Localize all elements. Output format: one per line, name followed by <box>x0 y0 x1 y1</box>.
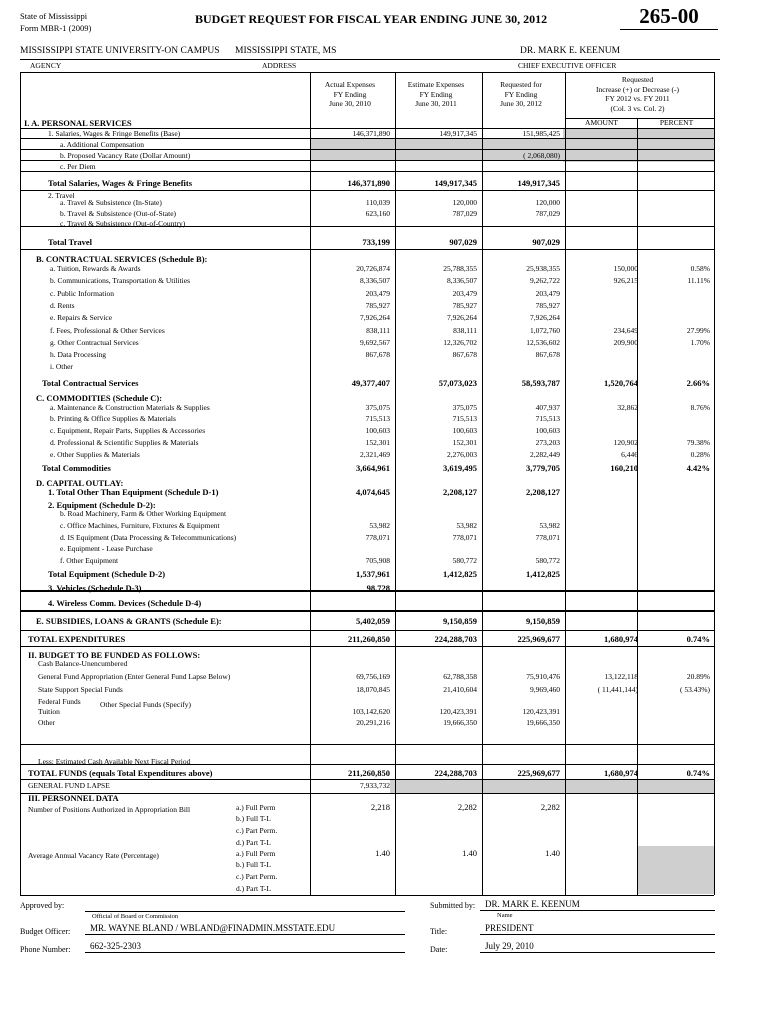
cell-value[interactable]: 2,208,127 <box>443 487 477 497</box>
cell-value[interactable]: 32,862 <box>617 403 638 412</box>
cell-value[interactable]: 7,926,264 <box>360 313 390 322</box>
budget-officer-value[interactable]: MR. WAYNE BLAND / WBLAND@FINADMIN.MSSTATE.EDU <box>90 923 336 933</box>
table-row <box>20 414 714 424</box>
row-label: Cash Balance-Unencumbered <box>38 659 128 668</box>
table-row <box>20 450 714 460</box>
cell-value[interactable]: 1,412,825 <box>443 569 477 579</box>
personnel-value[interactable]: 1.40 <box>545 848 560 858</box>
cell-value[interactable]: 0.58% <box>690 264 710 273</box>
cell-value[interactable]: 12,536,602 <box>526 338 560 347</box>
table-row <box>20 393 714 403</box>
row-label: b. Printing & Office Supplies & Materials <box>50 414 176 423</box>
table-rule <box>20 779 714 780</box>
row-label: Total Commodities <box>42 463 111 473</box>
cell-value[interactable]: 149,917,345 <box>434 178 477 188</box>
cell-value[interactable]: 20,291,216 <box>356 718 390 727</box>
cell-value[interactable]: 3,619,495 <box>443 463 477 473</box>
row-label: b. Road Machinery, Farm & Other Working Equipment <box>60 509 227 518</box>
cell-value[interactable]: 8.76% <box>690 403 710 412</box>
cell-value[interactable]: 120,902 <box>613 438 638 447</box>
cell-value[interactable]: 580,772 <box>535 556 560 565</box>
cell-value[interactable]: 0.28% <box>690 450 710 459</box>
cell-value[interactable]: 715,513 <box>452 414 477 423</box>
cell-value[interactable]: 21,410,604 <box>443 685 477 694</box>
row-label: 1. Total Other Than Equipment (Schedule D-1) <box>48 487 219 497</box>
official-caption: Official of Board or Commission <box>92 913 179 920</box>
table-row <box>20 463 714 473</box>
cell-value[interactable]: 1.70% <box>690 338 710 347</box>
cell-value[interactable]: 9,150,859 <box>526 616 560 626</box>
cell-value[interactable]: 98,728 <box>366 583 390 593</box>
table-row <box>20 209 714 219</box>
row-label: g. Other Contractual Services <box>50 338 139 347</box>
table-row <box>20 362 714 372</box>
cell-value[interactable]: 203,479 <box>365 289 390 298</box>
personnel-value[interactable]: 2,218 <box>370 802 390 812</box>
budget-officer-label: Budget Officer: <box>20 927 71 936</box>
column-header-actual: Actual Expenses FY Ending June 30, 2010 <box>324 80 376 108</box>
personnel-sub-label: b.) Full T-L <box>236 814 271 823</box>
row-label: d. Rents <box>50 301 75 310</box>
cell-value[interactable]: 623,160 <box>365 209 390 218</box>
table-rule <box>20 630 714 631</box>
table-row <box>20 338 714 348</box>
cell-value[interactable]: 785,927 <box>535 301 560 310</box>
cell-value[interactable]: 1,680,974 <box>604 768 638 778</box>
cell-value[interactable]: 907,029 <box>532 237 560 247</box>
row-label: 2. Equipment (Schedule D-2): <box>48 500 156 510</box>
cell-value[interactable]: 79.38% <box>686 438 710 447</box>
table-row <box>20 598 714 608</box>
table-row <box>20 768 714 778</box>
personnel-sub-label: c.) Part Perm. <box>236 872 278 881</box>
cell-value[interactable]: 103,142,620 <box>352 707 390 716</box>
table-row <box>20 198 714 208</box>
column-header-requested: Requested for FY Ending June 30, 2012 <box>500 80 542 108</box>
cell-value[interactable]: 8,336,507 <box>360 276 390 285</box>
cell-value[interactable]: 2,321,469 <box>360 450 390 459</box>
cell-value[interactable]: 25,938,355 <box>526 264 560 273</box>
cell-value[interactable]: 2,208,127 <box>526 487 560 497</box>
table-row <box>20 583 714 593</box>
personnel-value[interactable]: 2,282 <box>457 802 477 812</box>
row-label: I. A. PERSONAL SERVICES <box>24 118 132 128</box>
row-label: b. Travel & Subsistence (Out-of-State) <box>60 209 177 218</box>
row-label: II. BUDGET TO BE FUNDED AS FOLLOWS: <box>28 650 201 660</box>
table-row <box>20 326 714 336</box>
cell-value[interactable]: 224,288,703 <box>434 634 477 644</box>
name-caption: Name <box>497 912 513 919</box>
cell-value[interactable]: 225,969,677 <box>517 768 560 778</box>
cell-value[interactable]: 3,664,961 <box>356 463 390 473</box>
cell-value[interactable]: 149,917,345 <box>439 129 477 138</box>
cell-value[interactable]: 787,029 <box>535 209 560 218</box>
column-header-change: Requested Increase (+) or Decrease (-) FY 2012 vs. FY 2011 (Col. 3 vs. Col. 2) <box>596 75 679 113</box>
table-row <box>20 237 714 247</box>
cell-value[interactable]: 407,937 <box>535 403 560 412</box>
table-row <box>20 254 714 264</box>
ceo-caption: CHIEF EXECUTIVE OFFICER <box>518 61 617 70</box>
date-label: Date: <box>430 945 448 954</box>
table-row <box>20 616 714 626</box>
column-header-estimate: Estimate Expenses FY Ending June 30, 2011 <box>407 80 465 108</box>
cell-value[interactable]: 53,982 <box>369 521 390 530</box>
cell-value[interactable]: 224,288,703 <box>434 768 477 778</box>
cell-value[interactable]: 151,985,425 <box>522 129 560 138</box>
personnel-sub-label: d.) Part T-L <box>236 838 271 847</box>
cell-value[interactable]: 146,371,890 <box>352 129 390 138</box>
cell-value[interactable]: 375,075 <box>452 403 477 412</box>
cell-value[interactable]: 2,276,003 <box>447 450 477 459</box>
submitted-by-line <box>480 910 715 911</box>
cell-value[interactable]: 20,726,874 <box>356 264 390 273</box>
row-label: a. Additional Compensation <box>60 140 144 149</box>
cell-value[interactable]: 715,513 <box>535 414 560 423</box>
approved-by-label: Approved by: <box>20 901 65 910</box>
state-name: State of Mississippi <box>20 11 88 21</box>
cell-value[interactable]: 211,260,850 <box>347 634 390 644</box>
date-value[interactable]: July 29, 2010 <box>485 941 534 951</box>
row-label: c. Travel & Subsistence (Out-of-Country) <box>60 219 186 228</box>
cell-value[interactable]: ( 2,068,080) <box>523 151 560 160</box>
table-rule <box>20 646 714 647</box>
cell-value[interactable]: 0.74% <box>686 768 710 778</box>
table-row <box>20 178 714 188</box>
row-label: f. Fees, Professional & Other Services <box>50 326 165 335</box>
submitted-by-value[interactable]: DR. MARK E. KEENUM <box>485 899 580 909</box>
row-label: C. COMMODITIES (Schedule C): <box>36 393 163 403</box>
cell-value[interactable]: 375,075 <box>365 403 390 412</box>
table-row <box>20 757 714 767</box>
form-identity <box>20 10 91 34</box>
cell-value[interactable]: 907,029 <box>449 237 477 247</box>
table-row <box>20 403 714 413</box>
column-header-percent: PERCENT <box>659 118 694 127</box>
cell-value[interactable]: 120,000 <box>535 198 560 207</box>
submitted-by-label: Submitted by: <box>430 901 476 910</box>
cell-value[interactable]: 146,371,890 <box>347 178 390 188</box>
row-label: 3. Vehicles (Schedule D-3) <box>48 583 142 593</box>
row-label: 4. Wireless Comm. Devices (Schedule D-4) <box>48 598 202 608</box>
phone-line <box>85 952 405 953</box>
row-label: Total Equipment (Schedule D-2) <box>48 569 166 579</box>
agency-code: 265-00 <box>620 4 718 30</box>
cell-value[interactable]: 53,982 <box>456 521 477 530</box>
title-label: Title: <box>430 927 448 936</box>
row-label: Total Travel <box>48 237 92 247</box>
cell-value[interactable]: 203,479 <box>452 289 477 298</box>
row-label: f. Other Equipment <box>60 556 119 565</box>
table-row <box>20 276 714 286</box>
table-row <box>20 556 714 566</box>
cell-value[interactable]: 733,199 <box>362 237 390 247</box>
table-rule <box>20 610 714 612</box>
cell-value[interactable]: 120,423,391 <box>522 707 560 716</box>
row-label: B. CONTRACTUAL SERVICES (Schedule B): <box>36 254 208 264</box>
cell-value[interactable]: 13,122,118 <box>604 672 638 681</box>
cell-value[interactable]: 19,666,350 <box>443 718 477 727</box>
cell-value[interactable]: 120,423,391 <box>439 707 477 716</box>
cell-value[interactable]: 100,603 <box>365 426 390 435</box>
cell-value[interactable]: 785,927 <box>452 301 477 310</box>
ceo-name: DR. MARK E. KEENUM <box>520 46 621 56</box>
cell-value[interactable]: 203,479 <box>535 289 560 298</box>
cell-value[interactable]: 778,071 <box>452 533 477 542</box>
title-line <box>480 934 715 935</box>
table-rule <box>20 895 714 896</box>
cell-value[interactable]: 62,788,358 <box>443 672 477 681</box>
cell-value[interactable]: 9,262,722 <box>530 276 560 285</box>
table-row <box>20 289 714 299</box>
row-label: c. Per Diem <box>60 162 96 171</box>
row-label: GENERAL FUND LAPSE <box>28 781 110 790</box>
table-rule <box>20 72 714 73</box>
row-label: Total Salaries, Wages & Fringe Benefits <box>48 178 193 188</box>
cell-value[interactable]: 149,917,345 <box>517 178 560 188</box>
table-row <box>20 129 714 139</box>
row-label: d. IS Equipment (Data Processing & Telecommunications) <box>60 533 237 542</box>
cell-value[interactable]: 58,593,787 <box>521 378 560 388</box>
table-row <box>20 521 714 531</box>
table-row <box>20 438 714 448</box>
table-row <box>20 509 714 519</box>
row-label: e. Equipment - Lease Purchase <box>60 544 153 553</box>
budget-officer-line <box>85 934 405 935</box>
cell-value[interactable]: 150,000 <box>613 264 638 273</box>
personnel-sub-label: d.) Part T-L <box>236 884 271 893</box>
row-label: Tuition <box>38 707 60 716</box>
table-row <box>20 162 714 172</box>
table-row <box>20 313 714 323</box>
table-row <box>20 118 714 128</box>
cell-value[interactable]: 9,969,460 <box>530 685 560 694</box>
cell-value[interactable]: 778,071 <box>365 533 390 542</box>
cell-value[interactable]: 53,982 <box>539 521 560 530</box>
cell-value[interactable]: 6,446 <box>621 450 638 459</box>
row-label: TOTAL EXPENDITURES <box>28 634 126 644</box>
cell-value[interactable]: 787,029 <box>452 209 477 218</box>
cell-value[interactable]: 0.74% <box>686 634 710 644</box>
cell-value[interactable]: 20.89% <box>686 672 710 681</box>
cell-value[interactable]: 209,900 <box>613 338 638 347</box>
cell-value[interactable]: 3,779,705 <box>526 463 560 473</box>
cell-value[interactable]: 9,692,567 <box>360 338 390 347</box>
cell-value[interactable]: 2.66% <box>686 378 710 388</box>
cell-value[interactable]: 1,537,961 <box>356 569 390 579</box>
personnel-value[interactable]: 1.40 <box>462 848 477 858</box>
agency-address: MISSISSIPPI STATE, MS <box>235 46 337 56</box>
phone-value[interactable]: 662-325-2303 <box>90 941 141 951</box>
cell-value[interactable]: ( 11,441,144) <box>597 685 638 694</box>
table-row <box>20 533 714 543</box>
personnel-sub-label: a.) Full Perm <box>236 803 276 812</box>
approved-by-line[interactable] <box>85 911 405 912</box>
cell-value[interactable]: 4,074,645 <box>356 487 390 497</box>
row-label: E. SUBSIDIES, LOANS & GRANTS (Schedule E): <box>36 616 222 626</box>
cell-value[interactable]: 12,326,702 <box>443 338 477 347</box>
form-number: Form MBR-1 (2009) <box>20 23 92 33</box>
personnel-value[interactable]: 1.40 <box>375 848 390 858</box>
personnel-sub-label: c.) Part Perm. <box>236 826 278 835</box>
cell-value[interactable]: 1,072,760 <box>530 326 560 335</box>
table-row <box>20 659 714 669</box>
row-label: 1. Salaries, Wages & Fringe Benefits (Base) <box>48 129 181 138</box>
cell-value[interactable]: 25,788,355 <box>443 264 477 273</box>
table-row <box>20 781 714 791</box>
agency-caption: AGENCY <box>30 61 62 70</box>
row-label: Less: Estimated Cash Available Next Fiscal Period <box>38 757 191 766</box>
personnel-value[interactable]: 2,282 <box>540 802 560 812</box>
other-special-label: Other Special Funds (Specify) <box>100 700 192 709</box>
cell-value[interactable]: 27.99% <box>686 326 710 335</box>
cell-value[interactable]: 1,412,825 <box>526 569 560 579</box>
cell-value[interactable]: 838,111 <box>453 326 477 335</box>
table-rule <box>20 249 714 250</box>
cell-value[interactable]: 838,111 <box>366 326 390 335</box>
cell-value[interactable]: 778,071 <box>535 533 560 542</box>
date-line <box>480 952 715 953</box>
cell-value[interactable]: 152,301 <box>452 438 477 447</box>
table-row <box>20 264 714 274</box>
table-row <box>20 426 714 436</box>
cell-value[interactable]: 18,070,845 <box>356 685 390 694</box>
row-label: d. Professional & Scientific Supplies & Materials <box>50 438 199 447</box>
table-row <box>20 301 714 311</box>
address-caption: ADDRESS <box>262 61 297 70</box>
cell-value[interactable]: 4.42% <box>686 463 710 473</box>
row-label: e. Repairs & Service <box>50 313 113 322</box>
cell-value[interactable]: 120,000 <box>452 198 477 207</box>
table-row <box>20 685 714 695</box>
row-label: c. Public Information <box>50 289 114 298</box>
row-label: D. CAPITAL OUTLAY: <box>36 478 124 488</box>
cell-value[interactable]: 49,377,407 <box>351 378 390 388</box>
row-label: b. Proposed Vacancy Rate (Dollar Amount) <box>60 151 191 160</box>
row-label: c. Equipment, Repair Parts, Supplies & Accessories <box>50 426 206 435</box>
cell-value[interactable]: 160,210 <box>610 463 638 473</box>
row-label: i. Other <box>50 362 73 371</box>
cell-value[interactable]: 705,908 <box>365 556 390 565</box>
cell-value[interactable]: 926,215 <box>613 276 638 285</box>
table-row <box>20 151 714 161</box>
cell-value[interactable]: 273,203 <box>535 438 560 447</box>
row-label: a. Travel & Subsistence (In-State) <box>60 198 162 207</box>
table-row <box>20 569 714 579</box>
row-label: Total Contractual Services <box>42 378 139 388</box>
cell-value[interactable]: 1,520,764 <box>604 378 638 388</box>
table-row <box>20 350 714 360</box>
vacancy-label: Average Annual Vacancy Rate (Percentage) <box>28 851 159 860</box>
cell-value[interactable]: 580,772 <box>452 556 477 565</box>
row-label: TOTAL FUNDS (equals Total Expenditures above) <box>28 768 213 778</box>
table-rule <box>714 72 715 895</box>
phone-label: Phone Number: <box>20 945 71 954</box>
row-label: Federal Funds <box>38 697 81 706</box>
header-rule <box>20 59 720 60</box>
row-label: c. Office Machines, Furniture, Fixtures & Equipment <box>60 521 220 530</box>
personnel-sub-label: a.) Full Perm <box>236 849 276 858</box>
cell-value[interactable]: 5,402,059 <box>356 616 390 626</box>
cell-value[interactable]: 7,933,732 <box>360 781 390 790</box>
cell-value[interactable]: 9,150,859 <box>443 616 477 626</box>
cell-value[interactable]: 867,678 <box>535 350 560 359</box>
cell-value[interactable]: 19,666,350 <box>526 718 560 727</box>
row-label: e. Other Supplies & Materials <box>50 450 140 459</box>
cell-value[interactable]: 867,678 <box>365 350 390 359</box>
row-label: h. Data Processing <box>50 350 107 359</box>
column-header-amount: AMOUNT <box>585 118 618 127</box>
row-label: Other <box>38 718 56 727</box>
row-label: III. PERSONNEL DATA <box>28 793 119 803</box>
agency-name: MISSISSIPPI STATE UNIVERSITY-ON CAMPUS <box>20 46 220 56</box>
table-row <box>20 672 714 682</box>
cell-value[interactable]: 867,678 <box>452 350 477 359</box>
cell-value[interactable]: 100,603 <box>452 426 477 435</box>
cell-value[interactable]: ( 53.43%) <box>680 685 710 694</box>
row-label: 2. Travel <box>48 191 75 200</box>
cell-value[interactable]: 8,336,507 <box>447 276 477 285</box>
positions-label: Number of Positions Authorized in Appropriation Bill <box>28 805 191 814</box>
shaded-cell <box>637 846 714 894</box>
cell-value[interactable]: 152,301 <box>365 438 390 447</box>
row-label: General Fund Appropriation (Enter General Fund Lapse Below) <box>38 672 231 681</box>
cell-value[interactable]: 7,926,264 <box>447 313 477 322</box>
table-row <box>20 544 714 554</box>
table-row <box>20 634 714 644</box>
cell-value[interactable]: 785,927 <box>365 301 390 310</box>
cell-value[interactable]: 100,603 <box>535 426 560 435</box>
table-row <box>20 718 714 728</box>
cell-value[interactable]: 1,680,974 <box>604 634 638 644</box>
cell-value[interactable]: 69,756,169 <box>356 672 390 681</box>
page-title: BUDGET REQUEST FOR FISCAL YEAR ENDING JUNE 30, 2012 <box>195 12 548 26</box>
cell-value[interactable]: 11.11% <box>687 276 710 285</box>
table-rule <box>20 744 714 745</box>
cell-value[interactable]: 225,969,677 <box>517 634 560 644</box>
cell-value[interactable]: 715,513 <box>365 414 390 423</box>
cell-value[interactable]: 2,282,449 <box>530 450 560 459</box>
row-label: b. Communications, Transportation & Utilities <box>50 276 191 285</box>
cell-value[interactable]: 7,926,264 <box>530 313 560 322</box>
row-label: a. Maintenance & Construction Materials & Supplies <box>50 403 210 412</box>
table-row <box>20 219 714 229</box>
row-label: a. Tuition, Rewards & Awards <box>50 264 141 273</box>
cell-value[interactable]: 75,910,476 <box>526 672 560 681</box>
title-value[interactable]: PRESIDENT <box>485 923 534 933</box>
cell-value[interactable]: 234,649 <box>613 326 638 335</box>
row-label: State Support Special Funds <box>38 685 123 694</box>
table-row <box>20 487 714 497</box>
cell-value[interactable]: 110,039 <box>365 198 390 207</box>
personnel-sub-label: b.) Full T-L <box>236 860 271 869</box>
table-row <box>20 378 714 388</box>
cell-value[interactable]: 57,073,023 <box>438 378 477 388</box>
cell-value[interactable]: 211,260,850 <box>347 768 390 778</box>
table-row <box>20 140 714 150</box>
